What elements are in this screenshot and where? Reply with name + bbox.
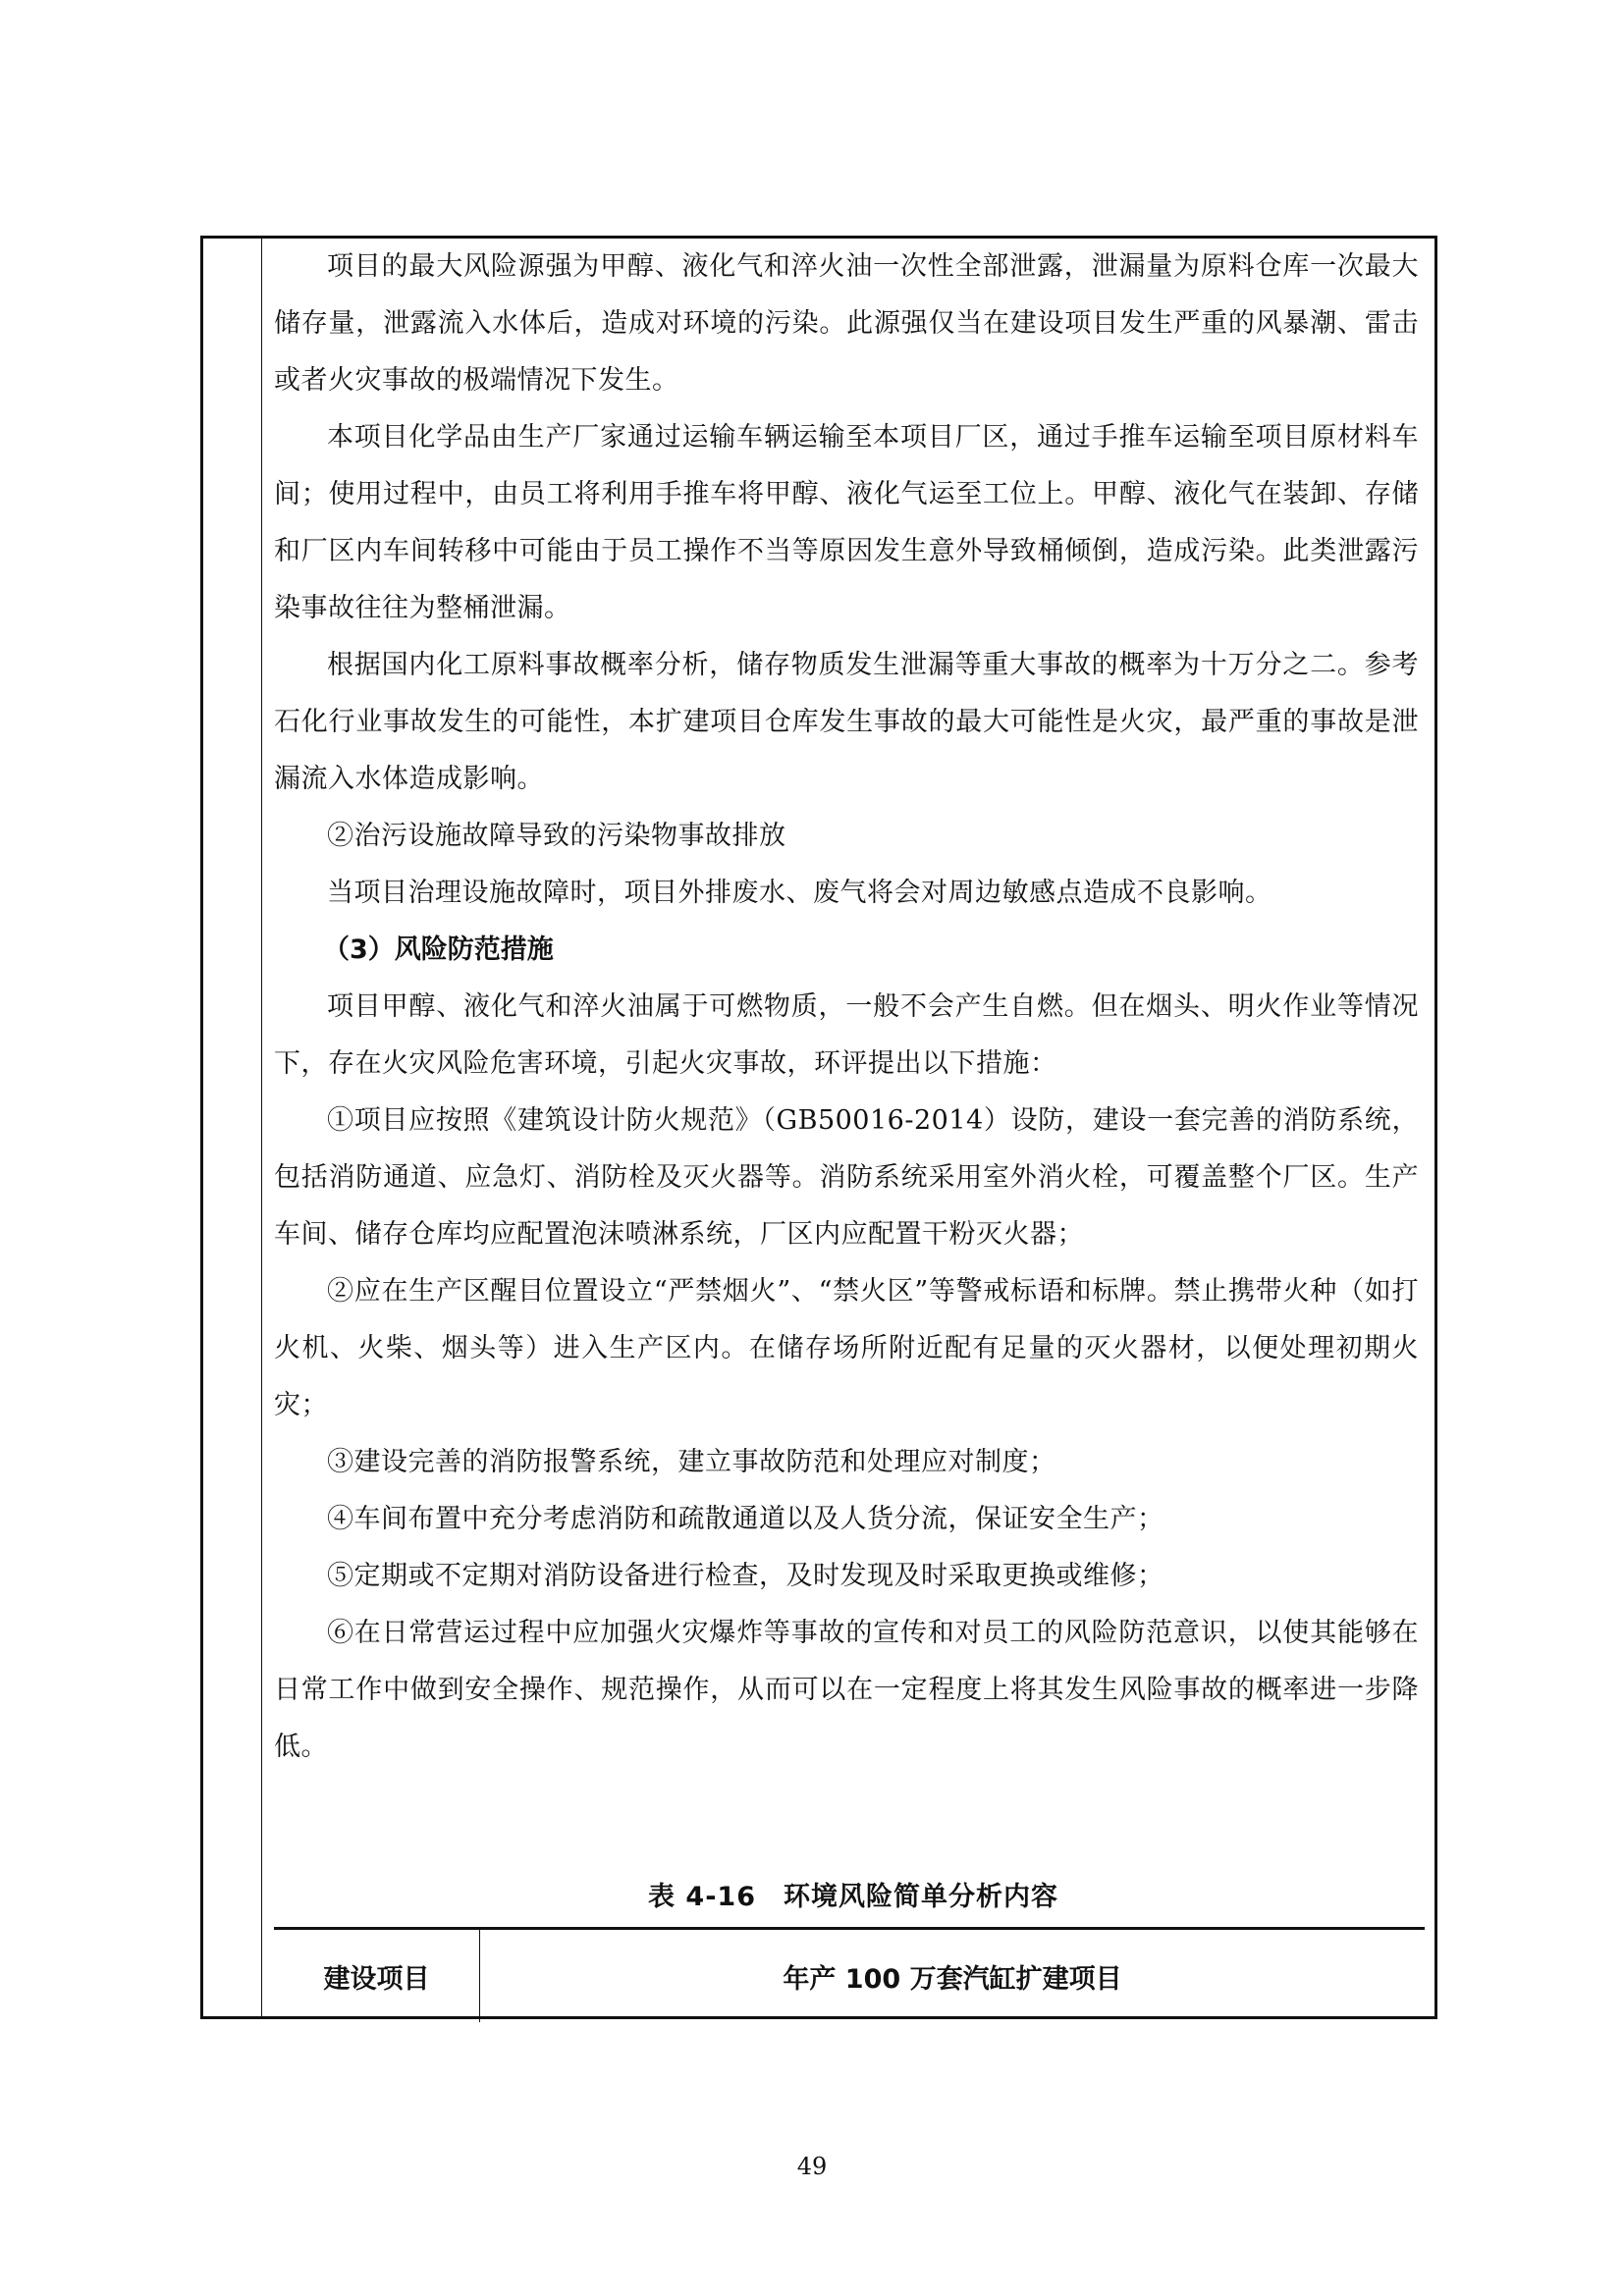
paragraph: ⑥在日常营运过程中应加强火灾爆炸等事故的宣传和对员工的风险防范意识，以使其能够在日常工作中做到安全操作、规范操作，从而可以在一定程度上将其发生风险事故的概率进一步降低。 [274, 1618, 1419, 1762]
paragraph: ⑤定期或不定期对消防设备进行检查，及时发现及时采取更换或维修； [327, 1561, 1164, 1591]
paragraph: 根据国内化工原料事故概率分析，储存物质发生泄漏等重大事故的概率为十万分之二。参考石化行业事故发生的可能性，本扩建项目仓库发生事故的最大可能性是火灾，最严重的事故是泄漏流入水体造成影响。 [274, 650, 1419, 794]
paragraph: 项目的最大风险源强为甲醇、液化气和淬火油一次性全部泄露，泄漏量为原料仓库一次最大储存量，泄露流入水体后，造成对环境的污染。此源强仅当在建设项目发生严重的风暴潮、雷击或者火灾事故的极端情况下发生。 [274, 251, 1419, 396]
paragraph: 当项目治理设施故障时，项目外排废水、废气将会对周边敏感点造成不良影响。 [327, 878, 1272, 908]
paragraph: ④车间布置中充分考虑消防和疏散通道以及人货分流，保证安全生产； [327, 1504, 1164, 1534]
paragraph: 项目甲醇、液化气和淬火油属于可燃物质，一般不会产生自燃。但在烟头、明火作业等情况下，存在火灾风险危害环境，引起火灾事故，环评提出以下措施： [274, 991, 1419, 1079]
content-body [274, 239, 1419, 1776]
paragraph: ②治污设施故障导致的污染物事故排放 [327, 821, 786, 851]
paragraph: ③建设完善的消防报警系统，建立事故防范和处理应对制度； [327, 1447, 1056, 1477]
page-number: 49 [796, 2153, 828, 2180]
paragraph: ②应在生产区醒目位置设立“严禁烟火”、“禁火区”等警戒标语和标牌。禁止携带火种（如打火机、火柴、烟头等）进入生产区内。在储存场所附近配有足量的灭火器材，以便处理初期火灾； [274, 1276, 1419, 1420]
analysis-table [274, 1927, 1425, 2022]
table-value-cell: 年产 100 万套汽缸扩建项目 [783, 1963, 1122, 1995]
left-column [203, 239, 262, 2016]
paragraph: 本项目化学品由生产厂家通过运输车辆运输至本项目厂区，通过手推车运输至项目原材料车间；使用过程中，由员工将利用手推车将甲醇、液化气运至工位上。甲醇、液化气在装卸、存储和厂区内车间转移中可能由于员工操作不当等原因发生意外导致桶倾倒，造成污染。此类泄露污染事故往往为整桶泄漏。 [274, 422, 1419, 623]
section-heading: （3）风险防范措施 [323, 934, 554, 965]
paragraph: ①项目应按照《建筑设计防火规范》（GB50016-2014）设防，建设一套完善的消防系统，包括消防通道、应急灯、消防栓及灭火器等。消防系统采用室外消火栓，可覆盖整个厂区。生产车间、储存仓库均应配置泡沫喷淋系统，厂区内应配置干粉灭火器； [274, 1105, 1419, 1250]
table-label-cell: 建设项目 [274, 1930, 480, 2022]
table-caption: 表 4-16 环境风险简单分析内容 [648, 1882, 1058, 1912]
page-frame [200, 236, 1437, 2019]
